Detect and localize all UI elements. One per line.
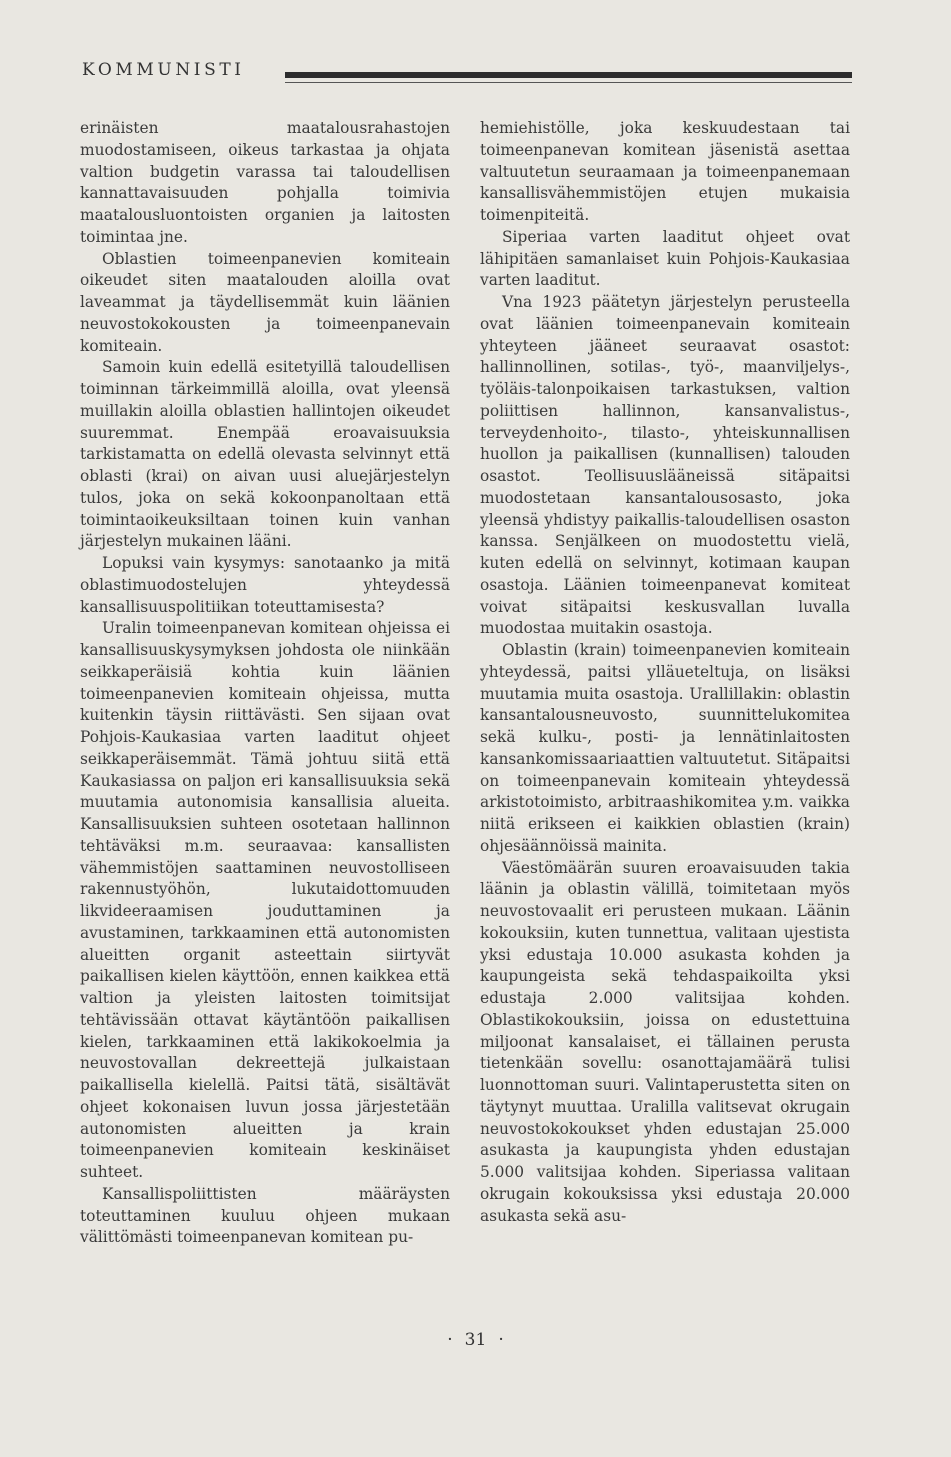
paragraph: Kansallispoliittisten määräysten toteuttaminen kuuluu ohjeen mukaan välittömästi toimeenpanevan komitean pu-	[80, 1184, 450, 1247]
paragraph: Lopuksi vain kysymys: sanotaanko ja mitä oblastimuodostelujen yhteydessä kansallisuuspolitiikan toteuttamisesta?	[80, 554, 450, 616]
paragraph: Oblastin (krain) toimeenpanevien komiteain yhteydessä, paitsi ylläueteltuja, on lisäksi muutamia muita osastoja. Urallillakin: oblastin kansantalousneuvosto, suunnittelukomitea sekä kulku-, posti- ja lennätinlaitosten kansankomissaariaattien valtuutetut. Sitäpaitsi on toimeenpanevain komiteain yhteydessä arkistotoimisto, arbitraashikomitea y.m. vaikka niitä erikseen ei kaikkien oblastien (krain) ohjesäännöissä mainita.	[480, 641, 850, 855]
page-number-dot: ·	[447, 1330, 453, 1350]
page-header	[82, 60, 852, 94]
paragraph: Väestömäärän suuren eroavaisuuden takia läänin ja oblastin välillä, toimitetaan myös neuvostovaalit eri perusteen mukaan. Läänin kokouksiin, kuten tunnettua, valitaan ujestista yksi edustaja 10.000 asukasta kohden ja kaupungeista sekä tehdaspaikoilta yksi edustaja 2.000 valitsijaa kohden. Oblastikokouksiin, joissa on edustettuina miljoonat kansalaiset, ei tällainen perusta tietenkään sovellu: osanottajamäärä tulisi luonnottoman suuri. Valintaperustetta siten on täytynyt muuttaa. Uralilla valitsevat okrugain neuvostokokoukset yhden edustajan 25.000 asukasta ja kaupungista yhden edustajan 5.000 valitsijaa kohden. Siperiassa valitaan okrugain kokouksissa yksi edustaja 20.000 asukasta sekä asu-	[480, 858, 850, 1225]
paragraph: Siperiaa varten laaditut ohjeet ovat lähipitäen samanlaiset kuin Pohjois-Kaukasiaa varten laaditut.	[480, 227, 850, 290]
page-number-value: 31	[464, 1330, 487, 1350]
header-rule-thick	[285, 72, 852, 78]
left-column	[80, 118, 450, 1249]
paragraph: Uralin toimeenpanevan komitean ohjeissa ei kansallisuuskysymyksen johdosta ole niinkään seikkaperäisiä kohtia kuin läänien toimeenpanevien komiteain ohjeissa, mutta kuitenkin täysin riittävästi. Sen sijaan ovat Pohjois-Kaukasiaa varten laaditut ohjeet seikkaperäisemmät. Tämä johtuu siitä että Kaukasiassa on paljon eri kansallisuuksia sekä muutamia autonomisia kansallisia alueita. Kansallisuuksien suhteen osotetaan hallinnon tehtäväksi m.m. seuraavaa: kansallisten vähemmistöjen saattaminen neuvostolliseen rakennustyöhön, lukutaidottomuuden likvideeraamisen jouduttaminen ja avustaminen, tarkkaaminen että autonomisten alueitten organit asteettain siirtyvät paikallisen kielen käyttöön, ennen kaikkea että valtion ja yleisten laitosten toimitsijat tehtävissään ottavat käytäntöön paikallisen kielen, tarkkaaminen että lakikokoelmia ja neuvostovallan dekreettejä julkaistaan paikallisella kielellä. Paitsi tätä, sisältävät ohjeet kokonaisen luvun jossa järjestetään autonomisten alueitten ja krain toimeenpanevien komiteain keskinäiset suhteet.	[80, 619, 450, 1181]
paragraph: Oblastien toimeenpanevien komiteain oikeudet siten maatalouden aloilla ovat laveammat ja täydellisemmät kuin läänien neuvostokokousten ja toimeenpanevain komiteain.	[80, 249, 450, 355]
page-number-dot: ·	[498, 1330, 504, 1350]
paragraph: hemiehistölle, joka keskuudestaan tai toimeenpanevan komitean jäsenistä asettaa valtuutetun seuraamaan ja toimeenpanemaan kansallisvähemmistöjen etujen mukaisia toimenpiteitä.	[480, 119, 850, 224]
paragraph: erinäisten maatalousrahastojen muodostamiseen, oikeus tarkastaa ja ohjata valtion budgetin varassa tai taloudellisen kannattavaisuuden pohjalla toimivia maatalousluontoisten organien ja laitosten toimintaa jne.	[80, 119, 450, 246]
paragraph: Samoin kuin edellä esitetyillä taloudellisen toiminnan tärkeimmillä aloilla, ovat yleensä muillakin aloilla oblastien hallintojen oikeudet suuremmat. Enempää eroavaisuuksia tarkistamatta on edellä olevasta selvinnyt että oblasti (krai) on aivan uusi aluejärjestelyn tulos, joka on sekä kokoonpanoltaan että toimintaoikeuksiltaan toinen kuin vanhan järjestelyn mukainen lääni.	[80, 358, 450, 551]
paragraph: Vna 1923 päätetyn järjestelyn perusteella ovat läänien toimeenpanevain komiteain yhteyteen jääneet seuraavat osastot: hallinnollinen, sotilas-, työ-, maanviljelys-, työläis-talonpoikaisen tarkastuksen, valtion poliittisen hallinnon, kansanvalistus-, terveydenhoito-, tilasto-, yhteiskunnallisen huollon ja paikallisen (kunnallisen) talouden osastot. Teollisuuslääneissä sitäpaitsi muodostetaan kansantalousosasto, joka yleensä yhdistyy paikallis-taloudellisen osaston kanssa. Senjälkeen on muodostettu vielä, kuten edellä on selvinnyt, kotimaan kaupan osastoja. Läänien toimeenpanevat komiteat voivat sitäpaitsi keskusvallan luvalla muodostaa muitakin osastoja.	[480, 293, 850, 638]
running-title: KOMMUNISTI	[82, 60, 245, 80]
right-column	[480, 118, 850, 1227]
page-number	[0, 1330, 951, 1350]
header-rule-thin	[285, 82, 852, 83]
